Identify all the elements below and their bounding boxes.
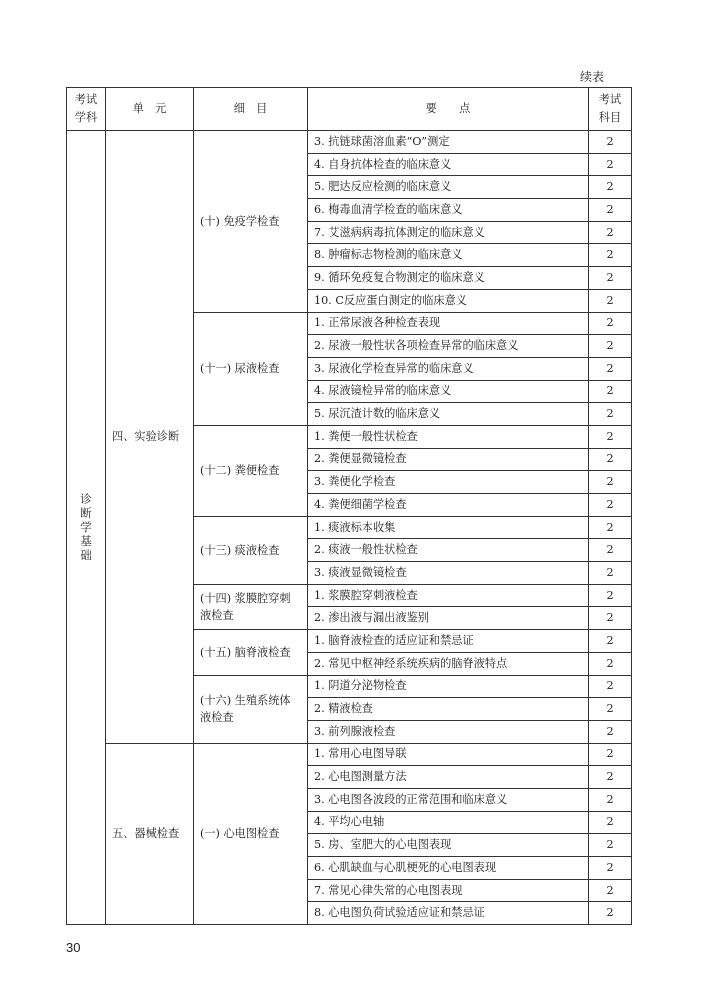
point-cell: 2. 渗出液与漏出液鉴别 bbox=[308, 607, 589, 630]
item-cell bbox=[194, 584, 308, 629]
point-cell: 2. 粪便显微镜检查 bbox=[308, 448, 589, 471]
point-cell: 5. 肥达反应检测的临床意义 bbox=[308, 176, 589, 199]
exam-subject-cell: 2 bbox=[589, 199, 632, 222]
exam-subject-cell: 2 bbox=[589, 494, 632, 517]
exam-subject-cell: 2 bbox=[589, 652, 632, 675]
exam-subject-cell: 2 bbox=[589, 221, 632, 244]
page-number: 30 bbox=[66, 940, 81, 955]
point-cell: 2. 痰液一般性状检查 bbox=[308, 539, 589, 562]
exam-subject-cell: 2 bbox=[589, 720, 632, 743]
exam-subject-cell: 2 bbox=[589, 630, 632, 653]
item-cell bbox=[194, 516, 308, 584]
point-cell: 4. 粪便细菌学检查 bbox=[308, 494, 589, 517]
point-cell: 1. 浆膜腔穿刺液检查 bbox=[308, 584, 589, 607]
item-cell bbox=[194, 312, 308, 425]
exam-subject-cell: 2 bbox=[589, 879, 632, 902]
exam-subject-cell: 2 bbox=[589, 176, 632, 199]
point-cell: 1. 正常尿液各种检查表现 bbox=[308, 312, 589, 335]
exam-subject-cell: 2 bbox=[589, 584, 632, 607]
header-points bbox=[308, 88, 589, 131]
exam-subject-cell: 2 bbox=[589, 380, 632, 403]
exam-subject-cell: 2 bbox=[589, 766, 632, 789]
table-body bbox=[67, 131, 632, 925]
point-cell: 1. 阴道分泌物检查 bbox=[308, 675, 589, 698]
exam-subject-cell: 2 bbox=[589, 471, 632, 494]
header-unit-text: 单 元 bbox=[132, 102, 167, 115]
item-cell bbox=[194, 425, 308, 516]
exam-subject-cell: 2 bbox=[589, 902, 632, 925]
exam-subject-cell: 2 bbox=[589, 425, 632, 448]
exam-subject-cell: 2 bbox=[589, 153, 632, 176]
exam-subject-cell: 2 bbox=[589, 516, 632, 539]
point-cell: 6. 心肌缺血与心肌梗死的心电图表现 bbox=[308, 857, 589, 880]
header-row bbox=[67, 88, 632, 131]
exam-subject-cell: 2 bbox=[589, 403, 632, 426]
point-cell: 7. 常见心律失常的心电图表现 bbox=[308, 879, 589, 902]
point-cell: 4. 尿液镜检异常的临床意义 bbox=[308, 380, 589, 403]
point-cell: 4. 平均心电轴 bbox=[308, 811, 589, 834]
item-label: (十三) 痰液检查 bbox=[200, 543, 280, 557]
point-cell: 1. 脑脊液检查的适应证和禁忌证 bbox=[308, 630, 589, 653]
point-cell: 7. 艾滋病病毒抗体测定的临床意义 bbox=[308, 221, 589, 244]
category-label: 诊断学基础 bbox=[80, 492, 92, 563]
exam-subject-cell: 2 bbox=[589, 539, 632, 562]
point-cell: 2. 尿液一般性状各项检查异常的临床意义 bbox=[308, 335, 589, 358]
exam-subject-cell: 2 bbox=[589, 312, 632, 335]
point-cell: 9. 循环免疫复合物测定的临床意义 bbox=[308, 267, 589, 290]
point-cell: 5. 尿沉渣计数的临床意义 bbox=[308, 403, 589, 426]
exam-subject-cell: 2 bbox=[589, 357, 632, 380]
point-cell: 4. 自身抗体检查的临床意义 bbox=[308, 153, 589, 176]
header-exam-subject bbox=[589, 88, 632, 131]
header-unit bbox=[106, 88, 194, 131]
item-cell bbox=[194, 131, 308, 313]
exam-subject-cell: 2 bbox=[589, 743, 632, 766]
item-label: (一) 心电图检查 bbox=[200, 827, 280, 841]
point-cell: 6. 梅毒血清学检查的临床意义 bbox=[308, 199, 589, 222]
header-item bbox=[194, 88, 308, 131]
category-cell bbox=[67, 131, 106, 925]
continued-label: 续表 bbox=[580, 70, 605, 84]
syllabus-table bbox=[66, 87, 632, 925]
unit-cell bbox=[106, 131, 194, 744]
point-cell: 1. 痰液标本收集 bbox=[308, 516, 589, 539]
exam-subject-cell: 2 bbox=[589, 448, 632, 471]
table-row bbox=[67, 743, 632, 766]
exam-subject-cell: 2 bbox=[589, 267, 632, 290]
header-subject-text: 考试 学科 bbox=[74, 93, 98, 124]
exam-subject-cell: 2 bbox=[589, 857, 632, 880]
point-cell: 8. 心电图负荷试验适应证和禁忌证 bbox=[308, 902, 589, 925]
point-cell: 3. 心电图各波段的正常范围和临床意义 bbox=[308, 788, 589, 811]
table-row bbox=[67, 131, 632, 154]
point-cell: 3. 抗链球菌溶血素“O”测定 bbox=[308, 131, 589, 154]
item-cell bbox=[194, 630, 308, 675]
point-cell: 1. 粪便一般性状检查 bbox=[308, 425, 589, 448]
exam-subject-cell: 2 bbox=[589, 607, 632, 630]
unit-label: 五、器械检查 bbox=[112, 826, 180, 840]
point-cell: 2. 常见中枢神经系统疾病的脑脊液特点 bbox=[308, 652, 589, 675]
exam-subject-cell: 2 bbox=[589, 834, 632, 857]
exam-subject-cell: 2 bbox=[589, 244, 632, 267]
point-cell: 3. 前列腺液检查 bbox=[308, 720, 589, 743]
point-cell: 3. 尿液化学检查异常的临床意义 bbox=[308, 357, 589, 380]
exam-subject-cell: 2 bbox=[589, 335, 632, 358]
header-subject bbox=[67, 88, 106, 131]
point-cell: 3. 粪便化学检查 bbox=[308, 471, 589, 494]
point-cell: 2. 精液检查 bbox=[308, 698, 589, 721]
item-cell bbox=[194, 675, 308, 743]
point-cell: 10. C反应蛋白测定的临床意义 bbox=[308, 289, 589, 312]
point-cell: 8. 肿瘤标志物检测的临床意义 bbox=[308, 244, 589, 267]
header-item-text: 细 目 bbox=[233, 102, 268, 115]
point-cell: 2. 心电图测量方法 bbox=[308, 766, 589, 789]
unit-cell bbox=[106, 743, 194, 925]
item-label: (十二) 粪便检查 bbox=[200, 464, 280, 478]
item-label: (十一) 尿液检查 bbox=[200, 362, 280, 376]
exam-subject-cell: 2 bbox=[589, 562, 632, 585]
exam-subject-cell: 2 bbox=[589, 289, 632, 312]
exam-subject-cell: 2 bbox=[589, 811, 632, 834]
point-cell: 3. 痰液显微镜检查 bbox=[308, 562, 589, 585]
point-cell: 1. 常用心电图导联 bbox=[308, 743, 589, 766]
unit-label: 四、实验诊断 bbox=[112, 429, 180, 443]
header-points-text: 要 点 bbox=[425, 102, 471, 115]
item-cell bbox=[194, 743, 308, 925]
item-label: (十) 免疫学检查 bbox=[200, 214, 280, 228]
point-cell: 5. 房、室肥大的心电图表现 bbox=[308, 834, 589, 857]
header-exam-subject-text: 考试 科目 bbox=[598, 93, 622, 124]
item-label: (十四) 浆膜腔穿刺液检查 bbox=[200, 591, 291, 622]
item-label: (十六) 生殖系统体液检查 bbox=[200, 694, 291, 725]
exam-subject-cell: 2 bbox=[589, 788, 632, 811]
exam-subject-cell: 2 bbox=[589, 675, 632, 698]
exam-subject-cell: 2 bbox=[589, 698, 632, 721]
exam-subject-cell: 2 bbox=[589, 131, 632, 154]
item-label: (十五) 脑脊液检查 bbox=[200, 645, 291, 659]
